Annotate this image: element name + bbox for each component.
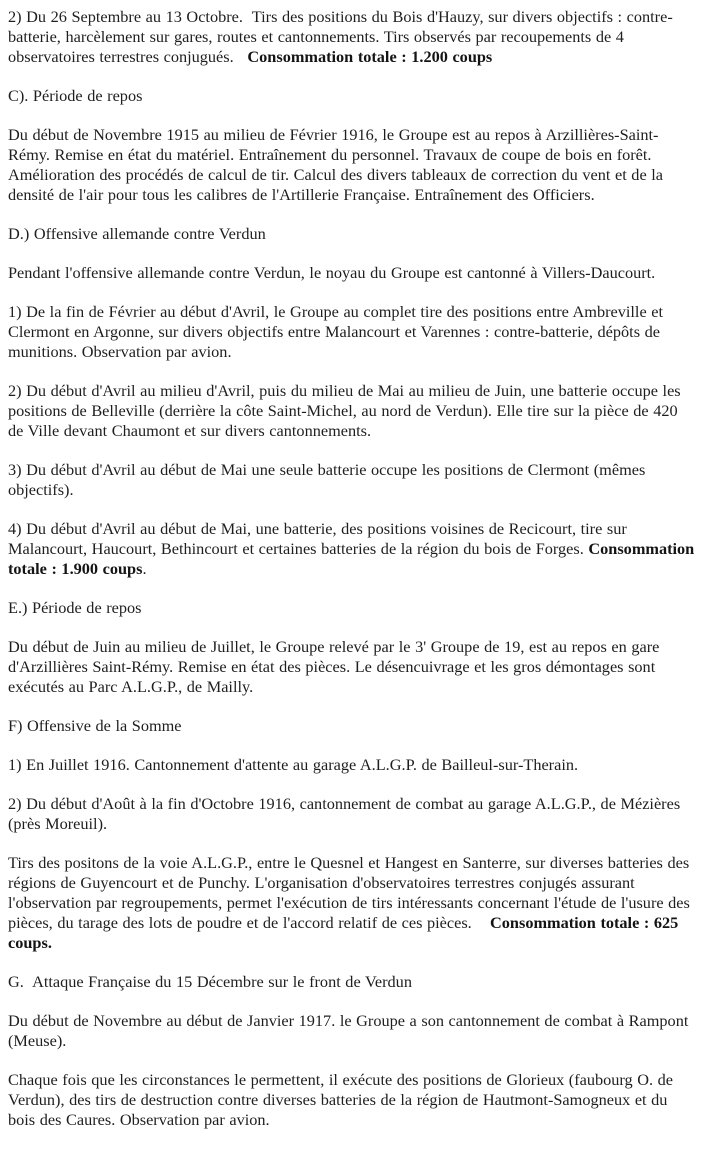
- body-text: 1) De la fin de Février au début d'Avril, le Groupe au complet tire des positions entre Ambreville et Clermont en Argonne, sur divers objectifs entre Malancourt et Varennes : contre-batterie, dépôts de munitions. Observation par avion.: [8, 302, 668, 361]
- body-text: Pendant l'offensive allemande contre Verdun, le noyau du Groupe est cantonné à Villers-Daucourt.: [8, 263, 656, 282]
- paragraph: [8, 302, 697, 362]
- paragraph: [8, 263, 697, 283]
- paragraph: [8, 755, 697, 775]
- body-text: C). Période de repos: [8, 86, 143, 105]
- paragraph: [8, 519, 697, 579]
- body-text: D.) Offensive allemande contre Verdun: [8, 224, 266, 243]
- body-text: 1) En Juillet 1916. Cantonnement d'attente au garage A.L.G.P. de Bailleul-sur-Therain.: [8, 755, 579, 774]
- body-text: 2) Du 26 Septembre au 13 Octobre. Tirs des positions du Bois d'Hauzy, sur divers objectifs : contre-batterie, harcèlement sur gares, routes et cantonnements. Tirs observés par recoupements de 4 observatoires terrestres conjugués.: [8, 7, 673, 66]
- section-heading: [8, 972, 697, 992]
- section-heading: [8, 86, 697, 106]
- body-text: E.) Période de repos: [8, 598, 142, 617]
- body-text: 2) Du début d'Avril au milieu d'Avril, puis du milieu de Mai au milieu de Juin, une batterie occupe les positions de Belleville (derrière la côte Saint-Michel, au nord de Verdun). Elle tire sur la pièce de 420 de Ville devant Chaumont et sur divers cantonnements.: [8, 381, 686, 440]
- paragraph: [8, 1070, 697, 1130]
- body-text: .: [142, 559, 147, 578]
- paragraph: [8, 460, 697, 500]
- document-body: [8, 7, 697, 1130]
- paragraph: [8, 794, 697, 834]
- body-text: 3) Du début d'Avril au début de Mai une seule batterie occupe les positions de Clermont (mêmes objectifs).: [8, 460, 650, 499]
- paragraph: [8, 381, 697, 441]
- paragraph: [8, 7, 697, 67]
- body-text: Du début de Novembre 1915 au milieu de Février 1916, le Groupe est au repos à Arzillières-Saint-Rémy. Remise en état du matériel. Entraînement du personnel. Travaux de coupe de bois en forêt. Amélioration des procédés de calcul de tir. Calcul des divers tableaux de correction du vent et de la densité de l'air pour tous les calibres de l'Artillerie Française. Entraînement des Officiers.: [8, 125, 668, 204]
- section-heading: [8, 224, 697, 244]
- paragraph: [8, 637, 697, 697]
- body-text: Du début de Juin au milieu de Juillet, le Groupe relevé par le 3' Groupe de 19, est au repos en gare d'Arzillières Saint-Rémy. Remise en état des pièces. Le désencuivrage et les gros démontages sont exécutés au Parc A.L.G.P., de Mailly.: [8, 637, 664, 696]
- section-heading: [8, 598, 697, 618]
- paragraph: [8, 1011, 697, 1051]
- paragraph: [8, 125, 697, 205]
- body-text: 4) Du début d'Avril au début de Mai, une batterie, des positions voisines de Recicourt, tire sur Malancourt, Haucourt, Bethincourt et certaines batteries de la région du bois de Forges.: [8, 519, 632, 558]
- body-text: Du début de Novembre au début de Janvier 1917. le Groupe a son cantonnement de combat à Rampont (Meuse).: [8, 1011, 693, 1050]
- body-text: F) Offensive de la Somme: [8, 716, 182, 735]
- body-text: Chaque fois que les circonstances le permettent, il exécute des positions de Glorieux (faubourg O. de Verdun), des tirs de destruction contre diverses batteries de la région de Hautmont-Samogneux et du bois des Caures. Observation par avion.: [8, 1070, 678, 1129]
- body-text: G. Attaque Française du 15 Décembre sur le front de Verdun: [8, 972, 412, 991]
- consumption-total-text: Consommation totale : 1.900 coups: [8, 539, 699, 578]
- paragraph: [8, 853, 697, 953]
- body-text: Tirs des positons de la voie A.L.G.P., entre le Quesnel et Hangest en Santerre, sur diverses batteries des régions de Guyencourt et de Punchy. L'organisation d'observatoires terrestres conjugés assurant l'observation par regroupements, permet l'exécution de tirs intéressants concernant l'étude de l'usure des pièces, du tarage des lots de poudre et de l'accord relatif de ces pièces.: [8, 853, 695, 932]
- consumption-total-text: Consommation totale : 1.200 coups: [247, 47, 493, 66]
- consumption-total-text: Consommation totale : 625 coups.: [8, 913, 683, 952]
- section-heading: [8, 716, 697, 736]
- body-text: 2) Du début d'Août à la fin d'Octobre 1916, cantonnement de combat au garage A.L.G.P., de Mézières (près Moreuil).: [8, 794, 685, 833]
